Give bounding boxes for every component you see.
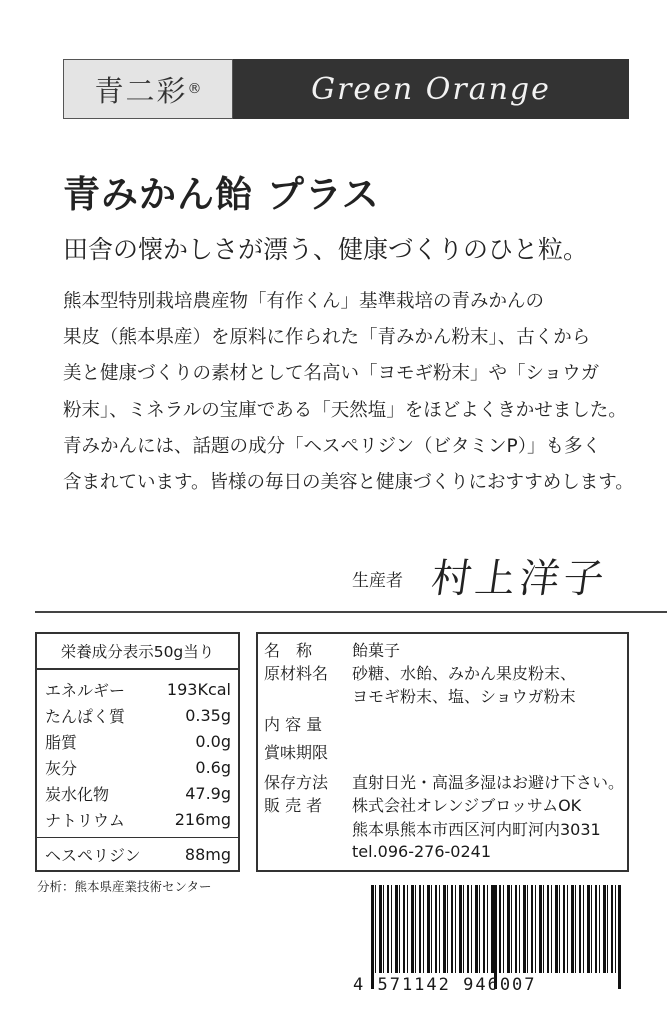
info-row-ingredients [264, 661, 576, 684]
info-label: 保存方法 [264, 773, 329, 792]
brand-name-en: Green Orange [311, 71, 551, 107]
description-line: 粉末」、ミネラルの宝庫である「天然塩」をほどよくきかせました。 [63, 399, 627, 421]
barcode-guard [371, 885, 374, 989]
nutrition-table [35, 632, 240, 872]
info-value: 熊本県熊本市西区河内町河内3031 [352, 820, 601, 839]
nutrition-heading: 栄養成分表示50g当り [37, 634, 238, 670]
brand-logo-jp [63, 59, 233, 119]
barcode [353, 885, 629, 1002]
nutrient-name: ナトリウム [45, 810, 125, 830]
barcode-digits: 4 571142 946007 [353, 975, 537, 995]
nutrient-value: 0.35g [185, 705, 231, 725]
nutrition-separator [37, 837, 238, 838]
producer-signature: 村上洋子 [428, 556, 611, 602]
nutrition-row-hesperidin [45, 841, 231, 867]
nutrient-name: エネルギー [45, 680, 126, 700]
info-value: 飴菓子 [352, 641, 401, 660]
info-row-address [264, 817, 601, 840]
brand-name-jp: 青二彩 [94, 73, 188, 108]
nutrient-name: 灰分 [45, 758, 78, 778]
info-row-content [264, 712, 352, 735]
nutrient-value: 88mg [184, 844, 231, 864]
info-label: 内 容 量 [264, 715, 323, 734]
product-info-box [256, 632, 629, 872]
info-value: ヨモギ粉末、塩、ショウガ粉末 [352, 687, 576, 706]
info-value: 砂糖、水飴、みかん果皮粉末、 [352, 664, 577, 683]
registered-mark: ® [187, 81, 202, 97]
info-row-seller [264, 793, 581, 816]
barcode-guard [618, 885, 621, 989]
nutrition-row [45, 754, 231, 780]
info-row-storage [264, 770, 624, 793]
nutrient-value: 47.9g [185, 783, 231, 803]
info-value: tel.096-276-0241 [352, 842, 491, 861]
nutrition-row [45, 676, 231, 702]
info-row-ingredients-cont [264, 684, 576, 707]
info-value: 株式会社オレンジブロッサムOK [352, 796, 582, 815]
description-line: 美と健康づくりの素材として名高い「ヨモギ粉末」や「ショウガ [63, 363, 600, 385]
brand-banner-en [233, 59, 629, 119]
description-line: 果皮（熊本県産）を原料に作られた「青みかん粉末」、古くから [63, 327, 591, 349]
info-label: 原材料名 [264, 664, 329, 683]
info-value: 直射日光・高温多湿はお避け下さい。 [352, 773, 625, 792]
product-subtitle: 田舎の懐かしさが漂う、健康づくりのひと粒。 [63, 235, 589, 264]
info-row-name [264, 638, 400, 661]
info-label: 販 売 者 [264, 796, 323, 815]
nutrient-value: 216mg [174, 809, 231, 829]
producer-label: 生産者 [352, 571, 403, 591]
nutrient-name: 炭水化物 [45, 784, 110, 804]
info-label: 賞味期限 [264, 743, 329, 762]
info-row-expiry [264, 740, 352, 763]
nutrition-row [45, 702, 231, 728]
nutrition-row [45, 728, 231, 754]
barcode-guard [494, 885, 497, 989]
info-row-tel [264, 842, 491, 861]
analysis-source: 分析：熊本県産業技術センター [37, 879, 212, 894]
product-title: 青みかん飴 プラス [63, 173, 380, 216]
nutrient-value: 0.6g [195, 757, 231, 777]
description-line: 含まれています。皆様の毎日の美容と健康づくりにおすすめします。 [63, 472, 634, 494]
nutrient-name: ヘスペリジン [45, 845, 141, 865]
nutrition-row [45, 806, 231, 832]
nutrition-row [45, 780, 231, 806]
section-divider [35, 611, 667, 613]
nutrient-value: 0.0g [195, 731, 231, 751]
nutrient-name: たんぱく質 [45, 706, 126, 726]
nutrient-value: 193Kcal [166, 679, 231, 699]
description-line: 熊本型特別栽培農産物「有作くん」基準栽培の青みかんの [63, 291, 545, 312]
nutrient-name: 脂質 [45, 732, 78, 752]
product-description [63, 284, 634, 501]
info-label: 名 称 [264, 641, 313, 660]
description-line: 青みかんには、話題の成分「ヘスペリジン（ビタミンP）」も多く [63, 435, 601, 457]
